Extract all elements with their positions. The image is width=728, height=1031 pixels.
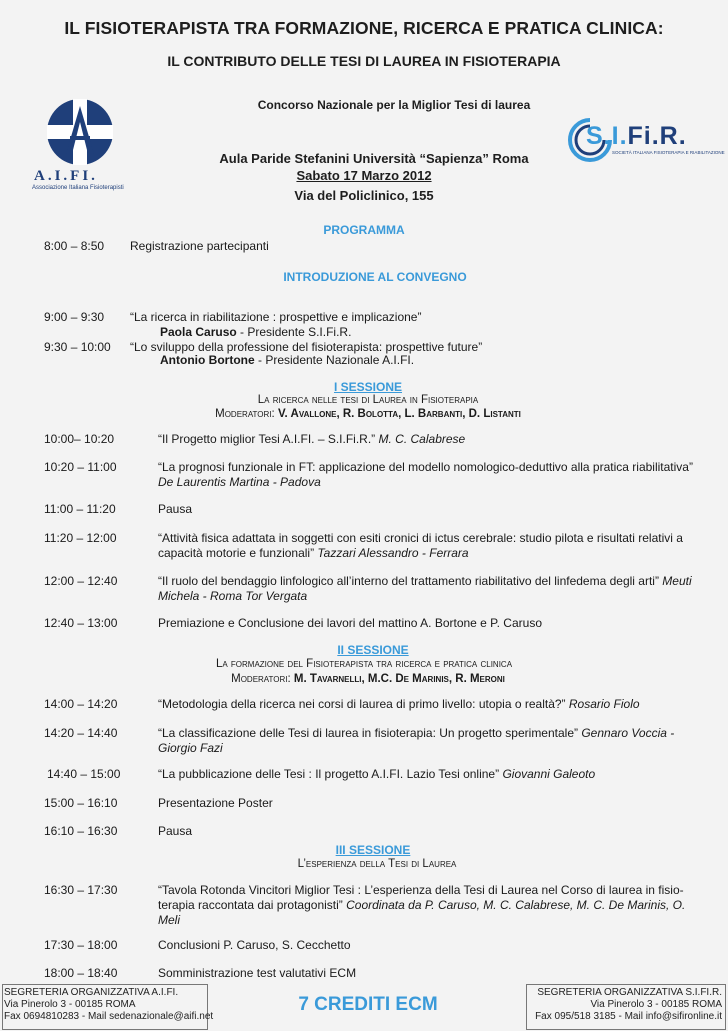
row-13-time: 15:00 – 16:10	[44, 796, 118, 810]
row-12-time: 14:40 – 15:00	[47, 767, 121, 781]
sifir-logo-caption: SOCIETÀ ITALIANA FISIOTERAPIA E RIABILITAZIONE	[612, 150, 725, 155]
row-17-time: 18:00 – 18:40	[44, 966, 118, 980]
row-12-author: Giovanni Galeoto	[502, 767, 596, 781]
row-11-title: “La classificazione delle Tesi di laurea in fisioterapia: Un progetto sperimentale”	[158, 726, 582, 740]
aifi-logo-letters: A.I.FI.	[34, 168, 98, 184]
sifir-logo-part2: Fi.R.	[627, 122, 687, 150]
ecm-credits: 7 CREDITI ECM	[298, 994, 438, 1015]
intro-heading: INTRODUZIONE AL CONVEGNO	[283, 270, 467, 284]
row-15-time: 16:30 – 17:30	[44, 883, 118, 897]
row-7-title: “Attività fisica adattata in soggetti con esiti cronici di ictus cerebrale: studio pilota e risultati relativi a capacità motorie e funzionali”	[158, 531, 683, 560]
row-3-speaker-name: Antonio Bortone	[160, 353, 255, 367]
row-15-author: Coordinata da P. Caruso, M. C. Calabrese, M. C. De Marinis, O. Meli	[158, 898, 686, 927]
footer-left-line-2: Via Pinerolo 3 - 00185 ROMA	[4, 999, 136, 1010]
row-13-text: Presentazione Poster	[158, 796, 273, 810]
session-1-moderators	[4, 408, 728, 420]
row-9-time: 12:40 – 13:00	[44, 616, 118, 630]
row-10-title: “Metodologia della ricerca nei corsi di laurea di primo livello: utopia o realtà?”	[158, 697, 569, 711]
footer-left-line-1: SEGRETERIA ORGANIZZATIVA A.I.FI.	[4, 987, 179, 998]
sifir-logo-part1: S.I.	[586, 122, 628, 150]
row-9-text: Premiazione e Conclusione dei lavori del mattino A. Bortone e P. Caruso	[158, 616, 542, 630]
programma-heading: PROGRAMMA	[323, 223, 405, 237]
session-1-heading: I SESSIONE	[333, 380, 403, 394]
row-2-speaker-name: Paola Caruso	[160, 325, 237, 339]
page-title: IL FISIOTERAPISTA TRA FORMAZIONE, RICERCA E PRATICA CLINICA:	[64, 18, 664, 38]
row-5-title: “La prognosi funzionale in FT: applicazione del modello nomologico-deduttivo alla pratica riabilitativa”	[158, 460, 693, 474]
footer-left-line-3: Fax 0694810283 - Mail sedenazionale@aifi.net	[4, 1011, 214, 1022]
session-2-moderators-names: M. Tavarnelli, M.C. De Marinis, R. Meroni	[293, 673, 505, 685]
row-4-time: 10:00– 10:20	[44, 432, 115, 446]
footer-right-line-2: Via Pinerolo 3 - 00185 ROMA	[590, 999, 722, 1010]
row-8-author: Meuti Michela - Roma Tor Vergata	[158, 574, 692, 603]
venue-address: Via del Policlinico, 155	[294, 188, 434, 203]
row-1-time: 8:00 – 8:50	[44, 239, 105, 253]
session-1-theme: La ricerca nelle tesi di Laurea in Fisioterapia	[257, 394, 479, 406]
row-7-time: 11:20 – 12:00	[44, 531, 117, 545]
event-date: Sabato 17 Marzo 2012	[296, 168, 432, 183]
row-4-author: M. C. Calabrese	[378, 432, 466, 446]
row-8-text	[158, 574, 718, 604]
session-2-moderators-label: Moderatori:	[231, 673, 294, 685]
venue: Aula Paride Stefanini Università “Sapienza” Roma	[219, 151, 529, 166]
row-3-text: “Lo sviluppo della professione del fisioterapista: prospettive future”	[130, 340, 483, 354]
row-2-text: “La ricerca in riabilitazione : prospettive e implicazione”	[130, 310, 422, 324]
aifi-logo	[30, 92, 130, 192]
row-5-author: De Laurentis Martina - Padova	[158, 475, 321, 489]
row-3-time: 9:30 – 10:00	[44, 340, 111, 354]
row-8-time: 12:00 – 12:40	[44, 574, 118, 588]
row-2-speaker-role: - Presidente S.I.Fi.R.	[236, 325, 352, 339]
session-1-moderators-label: Moderatori:	[215, 408, 275, 420]
footer-right-line-3: Fax 095/518 3185 - Mail info@sifironline.it	[535, 1011, 722, 1022]
page-subtitle: IL CONTRIBUTO DELLE TESI DI LAUREA IN FISIOTERAPIA	[167, 53, 561, 69]
session-2-theme: La formazione del Fisioterapista tra ricerca e pratica clinica	[215, 658, 513, 670]
session-1-moderators-names: V. Avallone, R. Bolotta, L. Barbanti, D. Listanti	[277, 408, 521, 420]
contest-title: Concorso Nazionale per la Miglior Tesi di laurea	[257, 98, 531, 112]
row-8-title: “Il ruolo del bendaggio linfologico all’interno del trattamento riabilitativo del linfedema degli arti”	[158, 574, 663, 588]
session-2-heading: II SESSIONE	[337, 643, 409, 657]
row-12-text	[158, 767, 595, 782]
session-3-theme: L’esperienza della Tesi di Laurea	[297, 858, 457, 870]
row-16-time: 17:30 – 18:00	[44, 938, 118, 952]
row-14-time: 16:10 – 16:30	[44, 824, 118, 838]
sifir-logo	[566, 116, 725, 164]
row-15-text	[158, 883, 708, 928]
row-7-text	[158, 531, 703, 561]
footer-right	[535, 987, 722, 1023]
row-5-time: 10:20 – 11:00	[44, 460, 117, 474]
row-4-text	[158, 432, 465, 447]
aifi-logo-caption: Associazione Italiana Fisioterapisti	[32, 185, 124, 191]
row-5-text	[158, 460, 718, 490]
row-7-author: Tazzari Alessandro - Ferrara	[317, 546, 469, 560]
row-10-author: Rosario Fiolo	[568, 697, 640, 711]
row-17-text: Somministrazione test valutativi ECM	[158, 966, 357, 980]
row-10-time: 14:00 – 14:20	[44, 697, 118, 711]
row-11-text	[158, 726, 706, 756]
row-4-title: “Il Progetto miglior Tesi A.I.FI. – S.I.Fi.R.”	[158, 432, 379, 446]
footer-right-line-1: SEGRETERIA ORGANIZZATIVA S.I.FI.R.	[537, 987, 722, 998]
session-2-moderators	[4, 673, 728, 685]
row-15-title: “Tavola Rotonda Vincitori Miglior Tesi : L’esperienza della Tesi di Laurea nel Corso di laurea in fisio-terapia raccontata dai protagonisti”	[158, 883, 684, 912]
row-16-text: Conclusioni P. Caruso, S. Cecchetto	[158, 938, 351, 952]
row-2-time: 9:00 – 9:30	[44, 310, 105, 324]
row-12-title: “La pubblicazione delle Tesi : Il progetto A.I.FI. Lazio Tesi online”	[158, 767, 503, 781]
row-10-text	[158, 697, 640, 712]
row-11-author: Gennaro Voccia - Giorgio Fazi	[158, 726, 675, 755]
row-11-time: 14:20 – 14:40	[44, 726, 118, 740]
row-3-speaker-role: - Presidente Nazionale A.I.FI.	[254, 353, 415, 367]
session-3-heading: III SESSIONE	[335, 843, 411, 857]
row-1-text: Registrazione partecipanti	[130, 239, 269, 253]
row-14-text: Pausa	[158, 824, 193, 838]
row-6-text: Pausa	[158, 502, 193, 516]
row-3-speaker	[160, 353, 414, 368]
row-2-speaker	[160, 325, 351, 340]
row-6-time: 11:00 – 11:20	[44, 502, 116, 516]
